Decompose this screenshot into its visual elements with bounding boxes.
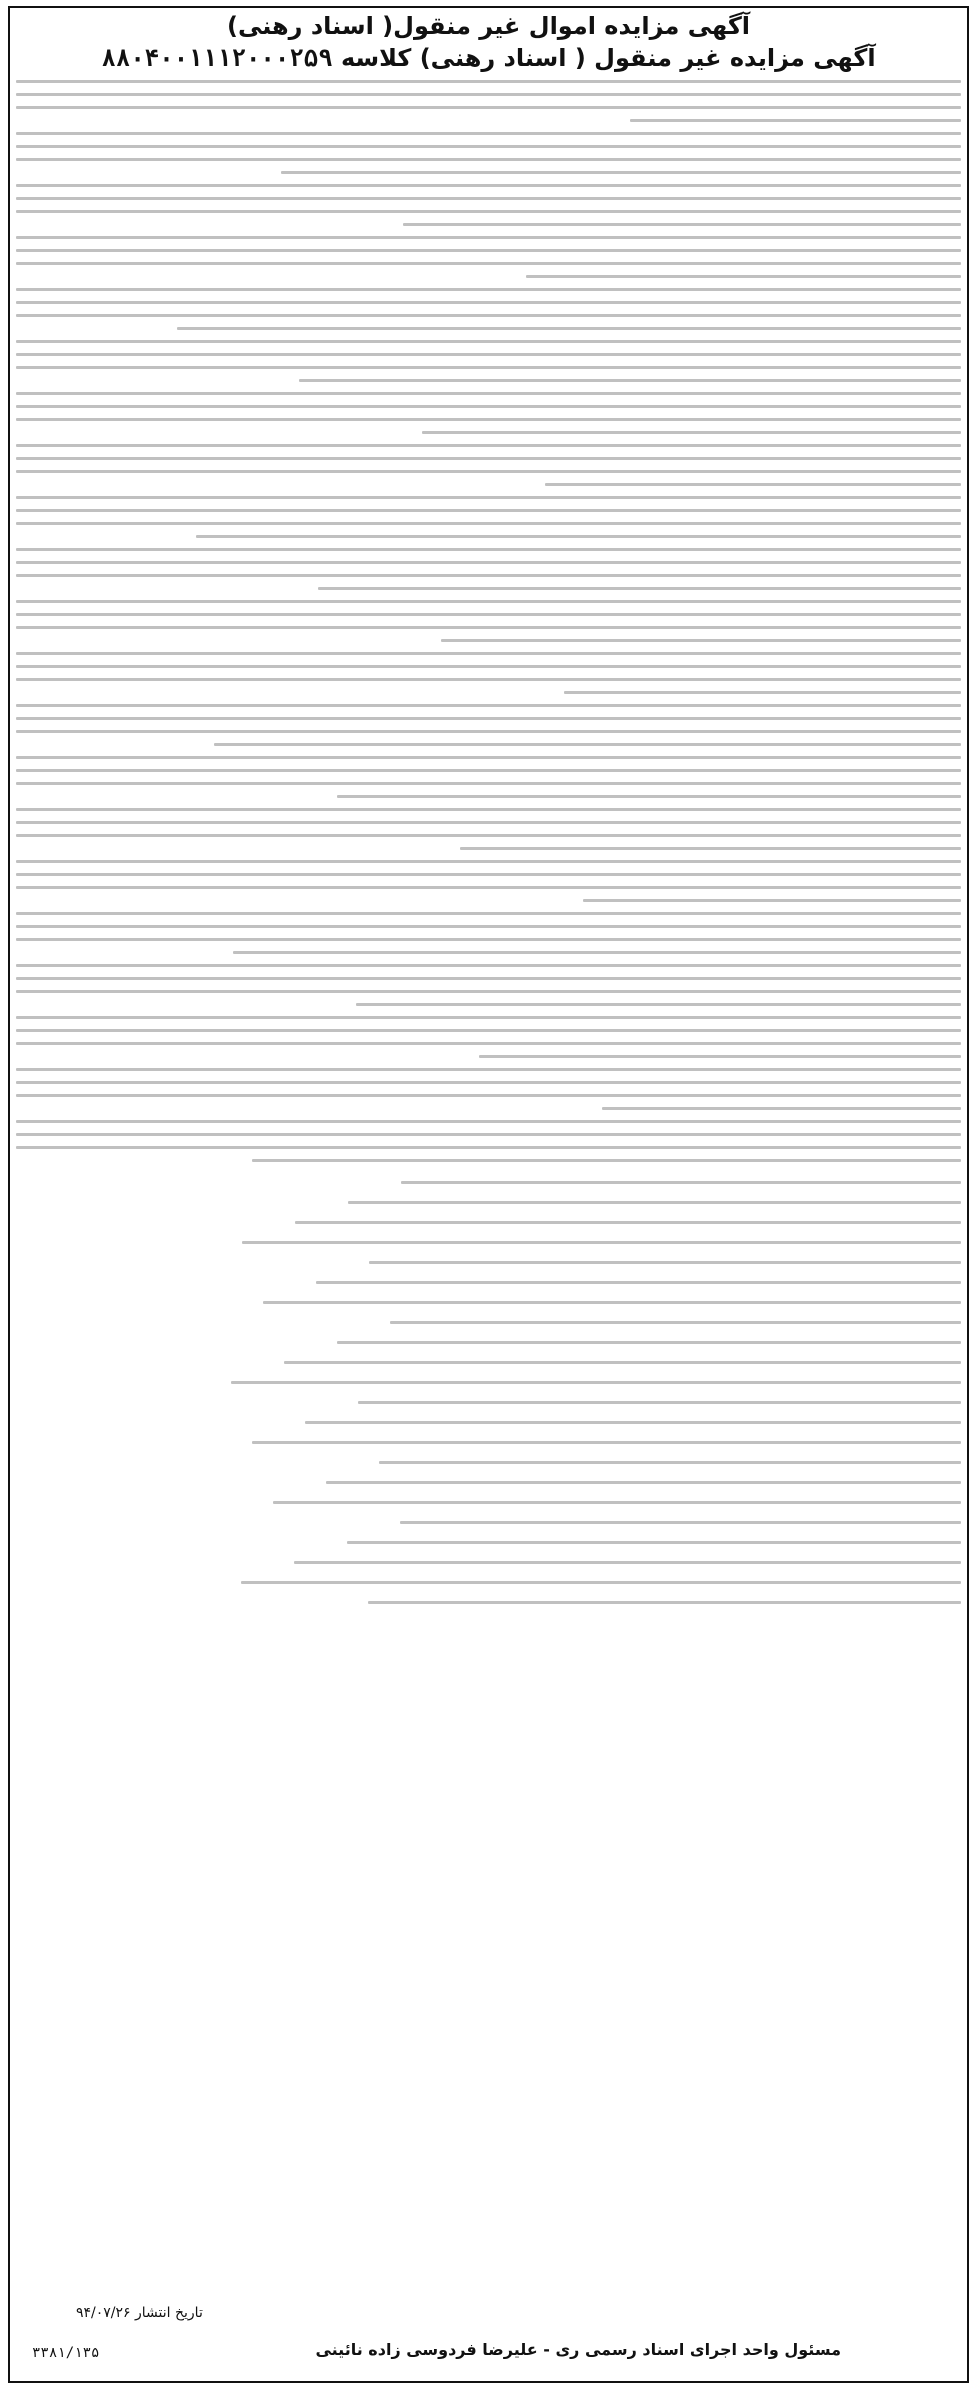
text-line-placeholder [281,171,961,174]
valuation-row [16,1312,961,1332]
text-line-placeholder [16,1120,961,1123]
text-line-placeholder [422,431,961,434]
text-line-placeholder [379,1461,961,1464]
text-line-placeholder [299,379,961,382]
text-line-placeholder [284,1361,961,1364]
notice-paragraph [16,444,961,486]
text-line-placeholder [16,574,961,577]
text-line-placeholder [16,405,961,408]
valuation-row [16,1432,961,1452]
text-line-placeholder [16,301,961,304]
text-line-placeholder [16,548,961,551]
issue-date: تاریخ انتشار ۹۴/۰۷/۲۶ [76,2305,203,2321]
text-line-placeholder [16,353,961,356]
text-line-placeholder [16,262,961,265]
notice-paragraph [16,340,961,382]
notice-paragraph [16,80,961,122]
text-line-placeholder [16,912,961,915]
text-line-placeholder [337,1341,961,1344]
notice-paragraph [16,912,961,954]
valuation-row [16,1332,961,1352]
notice-paragraph [16,496,961,538]
text-line-placeholder [177,327,961,330]
text-line-placeholder [16,1133,961,1136]
text-line-placeholder [16,886,961,889]
text-line-placeholder [318,587,961,590]
text-line-placeholder [233,951,961,954]
text-line-placeholder [16,1042,961,1045]
text-line-placeholder [368,1601,961,1604]
text-line-placeholder [400,1521,961,1524]
text-line-placeholder [16,145,961,148]
text-line-placeholder [583,899,961,902]
text-line-placeholder [16,626,961,629]
valuation-row [16,1452,961,1472]
text-line-placeholder [356,1003,961,1006]
notice-paragraph [16,548,961,590]
text-line-placeholder [16,964,961,967]
notice-paragraph [16,1016,961,1058]
text-line-placeholder [16,509,961,512]
text-line-placeholder [16,769,961,772]
valuation-row [16,1392,961,1412]
text-line-placeholder [16,782,961,785]
notice-footer [16,2291,961,2371]
notice-paragraph [16,1120,961,1162]
text-line-placeholder [16,93,961,96]
text-line-placeholder [16,808,961,811]
text-line-placeholder [252,1441,961,1444]
valuation-row [16,1492,961,1512]
text-line-placeholder [252,1159,961,1162]
text-line-placeholder [348,1201,961,1204]
valuation-row [16,1532,961,1552]
notice-paragraph [16,964,961,1006]
notice-paragraph [16,704,961,746]
text-line-placeholder [16,834,961,837]
notice-paragraph [16,1068,961,1110]
text-line-placeholder [602,1107,961,1110]
text-line-placeholder [263,1301,961,1304]
text-line-placeholder [401,1181,961,1184]
text-line-placeholder [16,925,961,928]
valuation-row [16,1192,961,1212]
case-number: ۸۸۰۴۰۰۱۱۱۲۰۰۰۲۵۹ [101,44,333,72]
notice-paragraph [16,184,961,226]
notice-paragraph [16,132,961,174]
text-line-placeholder [630,119,961,122]
notice-body [16,80,961,2280]
text-line-placeholder [326,1481,961,1484]
text-line-placeholder [16,210,961,213]
text-line-placeholder [16,366,961,369]
text-line-placeholder [16,496,961,499]
text-line-placeholder [16,652,961,655]
text-line-placeholder [16,106,961,109]
valuation-row [16,1292,961,1312]
text-line-placeholder [16,158,961,161]
text-line-placeholder [16,457,961,460]
valuation-row [16,1512,961,1532]
text-line-placeholder [16,236,961,239]
text-line-placeholder [214,743,961,746]
text-line-placeholder [441,639,961,642]
text-line-placeholder [16,314,961,317]
notice-title-text: آگهی مزایده اموال غیر منقول( اسناد رهنی) [226,12,751,40]
notice-subtitle [0,44,977,72]
notice-paragraph [16,288,961,330]
text-line-placeholder [16,197,961,200]
notice-title [0,12,977,40]
valuation-row [16,1412,961,1432]
text-line-placeholder [16,288,961,291]
text-line-placeholder [16,1146,961,1149]
text-line-placeholder [16,418,961,421]
text-line-placeholder [16,873,961,876]
valuation-row [16,1232,961,1252]
notice-subtitle-text: آگهی مزایده غیر منقول ( اسناد رهنی) کلاسه [341,44,876,72]
valuation-row [16,1372,961,1392]
text-line-placeholder [545,483,961,486]
text-line-placeholder [369,1261,961,1264]
notice-paragraph [16,392,961,434]
text-line-placeholder [16,249,961,252]
text-line-placeholder [16,470,961,473]
text-line-placeholder [564,691,961,694]
text-line-placeholder [16,860,961,863]
text-line-placeholder [347,1541,961,1544]
text-line-placeholder [16,1029,961,1032]
valuation-list [16,1172,961,1612]
text-line-placeholder [16,977,961,980]
text-line-placeholder [16,678,961,681]
text-line-placeholder [403,223,961,226]
valuation-row [16,1212,961,1232]
valuation-row [16,1172,961,1192]
text-line-placeholder [16,184,961,187]
text-line-placeholder [295,1221,961,1224]
notice-paragraph [16,808,961,850]
text-line-placeholder [242,1241,961,1244]
text-line-placeholder [273,1501,961,1504]
text-line-placeholder [16,717,961,720]
text-line-placeholder [231,1381,961,1384]
valuation-row [16,1552,961,1572]
text-line-placeholder [16,756,961,759]
text-line-placeholder [196,535,961,538]
text-line-placeholder [16,1081,961,1084]
valuation-row [16,1272,961,1292]
text-line-placeholder [241,1581,961,1584]
signature-line: مسئول واحد اجرای اسناد رسمی ری - علیرضا فردوسی زاده نائینی [315,2340,841,2359]
text-line-placeholder [16,80,961,83]
text-line-placeholder [16,1068,961,1071]
text-line-placeholder [390,1321,961,1324]
text-line-placeholder [316,1281,961,1284]
text-line-placeholder [16,600,961,603]
text-line-placeholder [16,132,961,135]
valuation-row [16,1572,961,1592]
notice-paragraph [16,860,961,902]
notice-paragraph [16,652,961,694]
text-line-placeholder [479,1055,961,1058]
valuation-row [16,1352,961,1372]
text-line-placeholder [337,795,961,798]
valuation-row [16,1472,961,1492]
text-line-placeholder [305,1421,961,1424]
text-line-placeholder [526,275,961,278]
text-line-placeholder [16,665,961,668]
text-line-placeholder [16,444,961,447]
text-line-placeholder [16,730,961,733]
valuation-row [16,1592,961,1612]
text-line-placeholder [16,1094,961,1097]
text-line-placeholder [16,938,961,941]
text-line-placeholder [16,392,961,395]
text-line-placeholder [16,561,961,564]
text-line-placeholder [358,1401,961,1404]
reference-code: ۳۳۸۱/۱۳۵ [32,2345,100,2361]
text-line-placeholder [16,704,961,707]
text-line-placeholder [16,990,961,993]
notice-paragraph [16,600,961,642]
text-line-placeholder [16,1016,961,1019]
notice-paragraph [16,756,961,798]
text-line-placeholder [460,847,961,850]
valuation-row [16,1252,961,1272]
text-line-placeholder [16,340,961,343]
text-line-placeholder [16,821,961,824]
text-line-placeholder [16,522,961,525]
text-line-placeholder [16,613,961,616]
notice-paragraph [16,236,961,278]
text-line-placeholder [294,1561,961,1564]
